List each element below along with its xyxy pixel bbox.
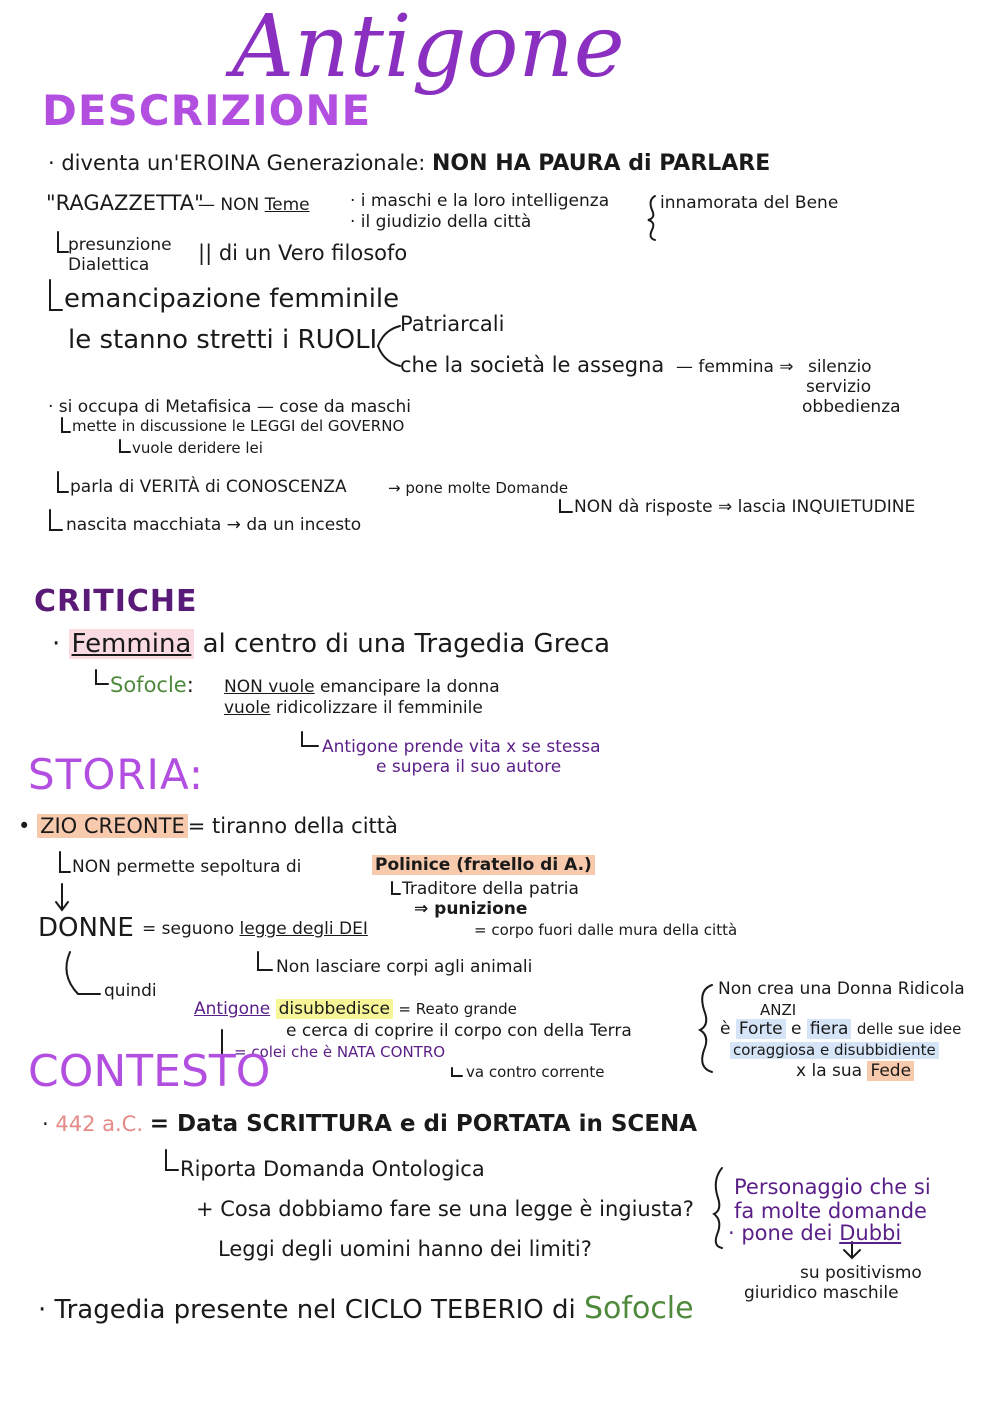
vuole-deridere-text: vuole deridere lei [132,439,263,457]
hook-leggi [62,418,70,432]
personaggio-line-2: fa molte domande [734,1199,927,1223]
non-vuole-line [224,678,500,697]
emancipare-text: emancipare la donna [320,677,500,697]
anzi-text: ANZI [760,1001,797,1019]
sofocle-contesto: Sofocle [584,1291,694,1326]
femmina-arrow-text: — femmina ⇒ [676,357,794,377]
hook-corrente [452,1068,462,1076]
maschi-text: · i maschi e la loro intelligenza [350,191,610,211]
teme-text: Teme [264,195,310,215]
non-permette-text: NON permette sepoltura di [72,857,302,877]
antigone-text: Antigone [194,999,271,1019]
brace-innamorata [648,196,655,240]
disubbedisce-highlight: disubbedisce [276,999,393,1019]
nascita-text: nascita macchiata → da un incesto [66,515,362,535]
giudizio-text: · il giudizio della città [350,212,532,232]
bullet: • [18,814,31,838]
vero-filosofo-text: || di un Vero filosofo [198,241,408,265]
leggi-governo-text: mette in discussione le LEGGI del GOVERNO [72,417,405,435]
polinice-line [372,856,595,875]
sofocle-critiche [110,674,194,697]
presunzione-text: presunzione [68,235,172,255]
sofocle-name: Sofocle [110,673,187,697]
patriarcali-text: Patriarcali [400,312,505,336]
non-risposte-text: NON dà risposte ⇒ lascia INQUIETUDINE [574,497,916,517]
branch-patriarcali [378,326,400,346]
sofocle-colon: : [186,673,194,697]
hook-presunzione [58,232,68,252]
giuridico-text: giuridico maschile [744,1283,899,1303]
hook-ontologica [166,1150,178,1170]
non-ha-paura-text: NON HA PAURA di PARLARE [432,151,771,176]
data-442: 442 a.C. [55,1112,144,1136]
pone-domande-text: → pone molte Domande [388,479,569,497]
non-crea-text: Non crea una Donna Ridicola [718,979,965,999]
antigone-line [194,1000,517,1019]
colei-text: = colei che è NATA CONTRO [234,1043,446,1061]
branch-societa [378,346,400,366]
ragazzetta-text: "RAGAZZETTA" [46,191,204,215]
non-lasciare-text: Non lasciare corpi agli animali [276,957,533,977]
coraggiosa-highlight: coraggiosa e disubbidiente [730,1042,939,1059]
fiera-e-text: e [790,1019,802,1039]
non-teme-line [198,196,310,215]
dubbi-text: Dubbi [839,1221,902,1245]
brace-non-crea [700,985,712,1072]
emancipazione-text: emancipazione femminile [64,284,400,314]
personaggio-line-3 [728,1222,901,1245]
page-title: Antigone [232,0,625,97]
hook-traditore [392,882,400,894]
bullet: · [42,1112,49,1136]
sua-text: x la sua [796,1061,863,1081]
reato-text: = Reato grande [398,1000,517,1018]
legge-dei-text: legge degli DEI [239,919,368,939]
pone-dei-text: · pone dei [728,1221,833,1245]
ruoli-text: le stanno stretti i RUOLI [68,325,378,355]
donne-text: DONNE [38,913,134,943]
corpo-fuori-text: = corpo fuori dalle mura della città [474,921,738,939]
punizione-text: ⇒ punizione [414,899,528,919]
zio-line [18,815,398,838]
supera-text: e supera il suo autore [376,757,562,777]
forte-line [720,1020,961,1039]
hook-non-permette [60,852,70,872]
polinice-highlight: Polinice (fratello di A.) [372,855,595,875]
zio-creonte-highlight: ZIO CREONTE [37,814,188,838]
data-scrittura-text: = Data SCRITTURA e di PORTATA in SCENA [149,1111,698,1137]
hook-verita [58,472,68,492]
vuole-text: vuole [224,698,271,718]
antigone-vita-text: Antigone prende vita x se stessa [322,737,601,757]
hook-sofocle [96,670,108,684]
servizio-text: servizio [806,377,872,397]
non-vuole-text: NON vuole [224,677,315,697]
ontologica-text: Riporta Domanda Ontologica [180,1157,485,1181]
verita-text: parla di VERITÀ di CONOSCENZA [70,477,347,497]
copre-text: e cerca di coprire il corpo con della Terra [286,1021,632,1041]
innamorata-text: innamorata del Bene [660,193,839,213]
traditore-text: Traditore della patria [402,879,579,899]
heading-descrizione: DESCRIZIONE [42,86,372,135]
hook-antigone-vita [302,732,318,746]
heading-contesto: CONTESTO [28,1046,271,1097]
personaggio-line-1: Personaggio che si [734,1175,931,1199]
dialettica-text: Dialettica [68,255,150,275]
tragedia-text: · Tragedia presente nel CICLO TEBERIO di [38,1295,576,1325]
brace-personaggio [714,1168,722,1248]
positivismo-text: su positivismo [800,1263,922,1283]
fiera-highlight: fiera [807,1019,852,1039]
bullet: · [52,629,61,659]
heading-critiche: CRITICHE [34,584,198,619]
corrente-text: va contro corrente [466,1063,605,1081]
tragedia-line [38,1292,694,1325]
heading-storia: STORIA: [28,750,205,799]
eroina-text: · diventa un'EROINA Generazionale: [48,151,426,175]
centro-text: al centro di una Tragedia Greca [202,629,611,659]
fede-line [796,1062,914,1081]
metafisica-text: · si occupa di Metafisica — cose da maschi [48,397,412,417]
hook-nascita [50,510,62,530]
hook-quindi [66,952,100,994]
femmina-highlight: Femmina [69,629,195,659]
tiranno-text: = tiranno della città [187,814,398,838]
femmina-line [52,630,610,659]
societa-text: che la società le assegna [400,353,665,377]
seguono-line [142,920,368,939]
descrizione-line-1 [48,152,770,176]
non-teme-prefix: — NON [198,195,260,215]
limiti-text: Leggi degli uomini hanno dei limiti? [218,1237,592,1261]
cosa-fare-text: + Cosa dobbiamo fare se una legge è ingiusta? [196,1197,694,1221]
idee-text: delle sue idee [856,1020,962,1038]
vuole-line [224,699,483,718]
quindi-text: quindi [104,981,157,1001]
seguono-text: = seguono [142,919,235,939]
ridicolizzare-text: ridicolizzare il femminile [275,698,483,718]
hook-deridere [120,440,130,452]
fede-highlight: Fede [867,1061,914,1081]
hook-emancipazione [50,280,62,310]
obbedienza-text: obbedienza [802,397,901,417]
silenzio-text: silenzio [808,357,872,377]
forte-highlight: Forte [736,1019,786,1039]
e-text: è [720,1019,731,1039]
data-line [42,1112,697,1137]
hook-non-lasciare [258,952,272,970]
hook-risposte [560,500,572,512]
